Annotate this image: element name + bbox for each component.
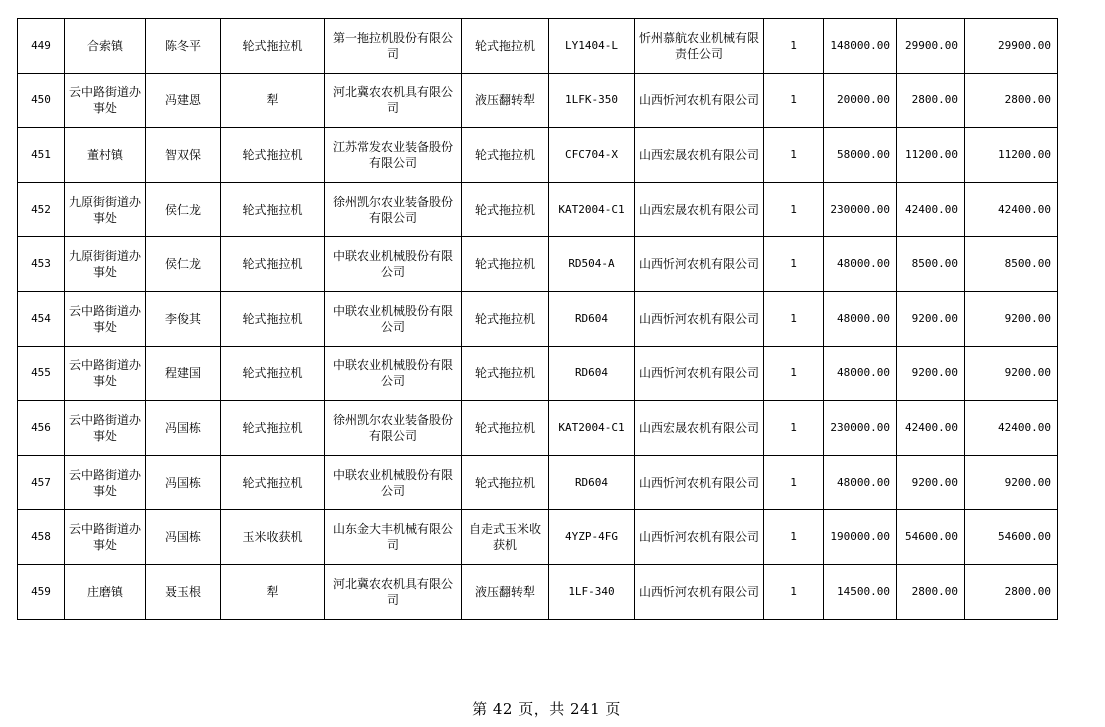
- table-row: [18, 564, 1058, 619]
- cell-unit-subsidy: 9200.00: [897, 346, 965, 401]
- table-row: [18, 346, 1058, 401]
- cell-row-number: 450: [18, 73, 65, 128]
- cell-machine-category: 轮式拖拉机: [221, 346, 325, 401]
- cell-price: 230000.00: [824, 182, 897, 237]
- cell-quantity: 1: [764, 128, 824, 183]
- cell-town: 董村镇: [65, 128, 146, 183]
- cell-manufacturer: 山东金大丰机械有限公司: [325, 510, 462, 565]
- cell-buyer-name: 冯国栋: [146, 401, 221, 456]
- table-row: [18, 182, 1058, 237]
- cell-quantity: 1: [764, 73, 824, 128]
- cell-price: 190000.00: [824, 510, 897, 565]
- cell-buyer-name: 冯建恩: [146, 73, 221, 128]
- cell-total-subsidy: 9200.00: [965, 346, 1058, 401]
- cell-unit-subsidy: 42400.00: [897, 182, 965, 237]
- cell-unit-subsidy: 11200.00: [897, 128, 965, 183]
- cell-price: 148000.00: [824, 19, 897, 74]
- cell-unit-subsidy: 9200.00: [897, 291, 965, 346]
- cell-unit-subsidy: 29900.00: [897, 19, 965, 74]
- cell-town: 云中路街道办事处: [65, 401, 146, 456]
- cell-machine-category: 犁: [221, 564, 325, 619]
- table-body: [18, 19, 1058, 620]
- cell-manufacturer: 中联农业机械股份有限公司: [325, 346, 462, 401]
- cell-row-number: 456: [18, 401, 65, 456]
- cell-buyer-name: 李俊其: [146, 291, 221, 346]
- cell-quantity: 1: [764, 291, 824, 346]
- cell-total-subsidy: 2800.00: [965, 564, 1058, 619]
- cell-quantity: 1: [764, 19, 824, 74]
- cell-manufacturer: 中联农业机械股份有限公司: [325, 455, 462, 510]
- cell-price: 48000.00: [824, 237, 897, 292]
- cell-machine-category: 轮式拖拉机: [221, 401, 325, 456]
- cell-dealer: 山西忻河农机有限公司: [635, 455, 764, 510]
- cell-quantity: 1: [764, 401, 824, 456]
- cell-manufacturer: 江苏常发农业装备股份有限公司: [325, 128, 462, 183]
- cell-row-number: 457: [18, 455, 65, 510]
- cell-manufacturer: 河北冀农农机具有限公司: [325, 564, 462, 619]
- cell-row-number: 454: [18, 291, 65, 346]
- cell-total-subsidy: 2800.00: [965, 73, 1058, 128]
- cell-buyer-name: 侯仁龙: [146, 182, 221, 237]
- cell-town: 合索镇: [65, 19, 146, 74]
- cell-total-subsidy: 8500.00: [965, 237, 1058, 292]
- cell-buyer-name: 智双保: [146, 128, 221, 183]
- cell-row-number: 455: [18, 346, 65, 401]
- table-row: [18, 401, 1058, 456]
- cell-dealer: 山西忻河农机有限公司: [635, 291, 764, 346]
- cell-unit-subsidy: 2800.00: [897, 73, 965, 128]
- cell-row-number: 452: [18, 182, 65, 237]
- table-row: [18, 128, 1058, 183]
- cell-total-subsidy: 42400.00: [965, 401, 1058, 456]
- cell-buyer-name: 程建国: [146, 346, 221, 401]
- cell-row-number: 459: [18, 564, 65, 619]
- cell-product-type: 轮式拖拉机: [462, 346, 549, 401]
- cell-product-type: 轮式拖拉机: [462, 19, 549, 74]
- cell-manufacturer: 河北冀农农机具有限公司: [325, 73, 462, 128]
- cell-product-type: 轮式拖拉机: [462, 455, 549, 510]
- page-number-footer: 第 42 页，共 241 页: [472, 700, 621, 718]
- subsidy-table: [17, 18, 1058, 620]
- cell-product-type: 自走式玉米收获机: [462, 510, 549, 565]
- cell-model: LY1404-L: [549, 19, 635, 74]
- cell-buyer-name: 侯仁龙: [146, 237, 221, 292]
- cell-machine-category: 轮式拖拉机: [221, 455, 325, 510]
- cell-machine-category: 玉米收获机: [221, 510, 325, 565]
- cell-row-number: 458: [18, 510, 65, 565]
- cell-product-type: 液压翻转犁: [462, 564, 549, 619]
- cell-quantity: 1: [764, 237, 824, 292]
- cell-price: 20000.00: [824, 73, 897, 128]
- cell-town: 云中路街道办事处: [65, 455, 146, 510]
- cell-machine-category: 轮式拖拉机: [221, 182, 325, 237]
- cell-dealer: 山西忻河农机有限公司: [635, 346, 764, 401]
- cell-town: 云中路街道办事处: [65, 346, 146, 401]
- cell-model: 4YZP-4FG: [549, 510, 635, 565]
- cell-total-subsidy: 29900.00: [965, 19, 1058, 74]
- cell-product-type: 轮式拖拉机: [462, 128, 549, 183]
- cell-town: 九原街街道办事处: [65, 182, 146, 237]
- cell-total-subsidy: 9200.00: [965, 291, 1058, 346]
- cell-manufacturer: 徐州凯尔农业装备股份有限公司: [325, 182, 462, 237]
- cell-unit-subsidy: 9200.00: [897, 455, 965, 510]
- cell-total-subsidy: 11200.00: [965, 128, 1058, 183]
- cell-dealer: 山西宏晟农机有限公司: [635, 128, 764, 183]
- cell-town: 云中路街道办事处: [65, 291, 146, 346]
- cell-product-type: 轮式拖拉机: [462, 237, 549, 292]
- cell-buyer-name: 冯国栋: [146, 510, 221, 565]
- cell-price: 58000.00: [824, 128, 897, 183]
- cell-model: RD604: [549, 346, 635, 401]
- cell-total-subsidy: 42400.00: [965, 182, 1058, 237]
- cell-dealer: 山西宏晟农机有限公司: [635, 182, 764, 237]
- table-row: [18, 455, 1058, 510]
- cell-model: CFC704-X: [549, 128, 635, 183]
- table-row: [18, 19, 1058, 74]
- cell-manufacturer: 中联农业机械股份有限公司: [325, 291, 462, 346]
- table-row: [18, 291, 1058, 346]
- cell-dealer: 山西忻河农机有限公司: [635, 564, 764, 619]
- cell-buyer-name: 冯国栋: [146, 455, 221, 510]
- table-row: [18, 510, 1058, 565]
- cell-product-type: 轮式拖拉机: [462, 182, 549, 237]
- cell-price: 48000.00: [824, 346, 897, 401]
- cell-model: RD604: [549, 455, 635, 510]
- cell-price: 14500.00: [824, 564, 897, 619]
- cell-total-subsidy: 54600.00: [965, 510, 1058, 565]
- cell-quantity: 1: [764, 510, 824, 565]
- cell-product-type: 液压翻转犁: [462, 73, 549, 128]
- cell-dealer: 山西忻河农机有限公司: [635, 510, 764, 565]
- cell-model: KAT2004-C1: [549, 182, 635, 237]
- cell-unit-subsidy: 54600.00: [897, 510, 965, 565]
- table-row: [18, 237, 1058, 292]
- table-row: [18, 73, 1058, 128]
- cell-dealer: 忻州慕航农业机械有限责任公司: [635, 19, 764, 74]
- cell-model: 1LF-340: [549, 564, 635, 619]
- cell-row-number: 453: [18, 237, 65, 292]
- cell-quantity: 1: [764, 182, 824, 237]
- cell-machine-category: 轮式拖拉机: [221, 128, 325, 183]
- cell-price: 48000.00: [824, 455, 897, 510]
- cell-dealer: 山西忻河农机有限公司: [635, 237, 764, 292]
- cell-quantity: 1: [764, 564, 824, 619]
- cell-machine-category: 轮式拖拉机: [221, 237, 325, 292]
- cell-unit-subsidy: 2800.00: [897, 564, 965, 619]
- cell-product-type: 轮式拖拉机: [462, 401, 549, 456]
- cell-row-number: 451: [18, 128, 65, 183]
- cell-manufacturer: 第一拖拉机股份有限公司: [325, 19, 462, 74]
- cell-buyer-name: 陈冬平: [146, 19, 221, 74]
- cell-price: 48000.00: [824, 291, 897, 346]
- cell-model: RD504-A: [549, 237, 635, 292]
- cell-town: 云中路街道办事处: [65, 510, 146, 565]
- cell-manufacturer: 徐州凯尔农业装备股份有限公司: [325, 401, 462, 456]
- cell-price: 230000.00: [824, 401, 897, 456]
- cell-quantity: 1: [764, 455, 824, 510]
- cell-total-subsidy: 9200.00: [965, 455, 1058, 510]
- cell-model: RD604: [549, 291, 635, 346]
- cell-product-type: 轮式拖拉机: [462, 291, 549, 346]
- cell-machine-category: 犁: [221, 73, 325, 128]
- cell-unit-subsidy: 8500.00: [897, 237, 965, 292]
- cell-town: 云中路街道办事处: [65, 73, 146, 128]
- cell-town: 九原街街道办事处: [65, 237, 146, 292]
- cell-buyer-name: 聂玉根: [146, 564, 221, 619]
- cell-quantity: 1: [764, 346, 824, 401]
- cell-row-number: 449: [18, 19, 65, 74]
- cell-machine-category: 轮式拖拉机: [221, 19, 325, 74]
- cell-model: 1LFK-350: [549, 73, 635, 128]
- cell-town: 庄磨镇: [65, 564, 146, 619]
- cell-dealer: 山西忻河农机有限公司: [635, 73, 764, 128]
- cell-machine-category: 轮式拖拉机: [221, 291, 325, 346]
- cell-unit-subsidy: 42400.00: [897, 401, 965, 456]
- cell-manufacturer: 中联农业机械股份有限公司: [325, 237, 462, 292]
- cell-dealer: 山西宏晟农机有限公司: [635, 401, 764, 456]
- cell-model: KAT2004-C1: [549, 401, 635, 456]
